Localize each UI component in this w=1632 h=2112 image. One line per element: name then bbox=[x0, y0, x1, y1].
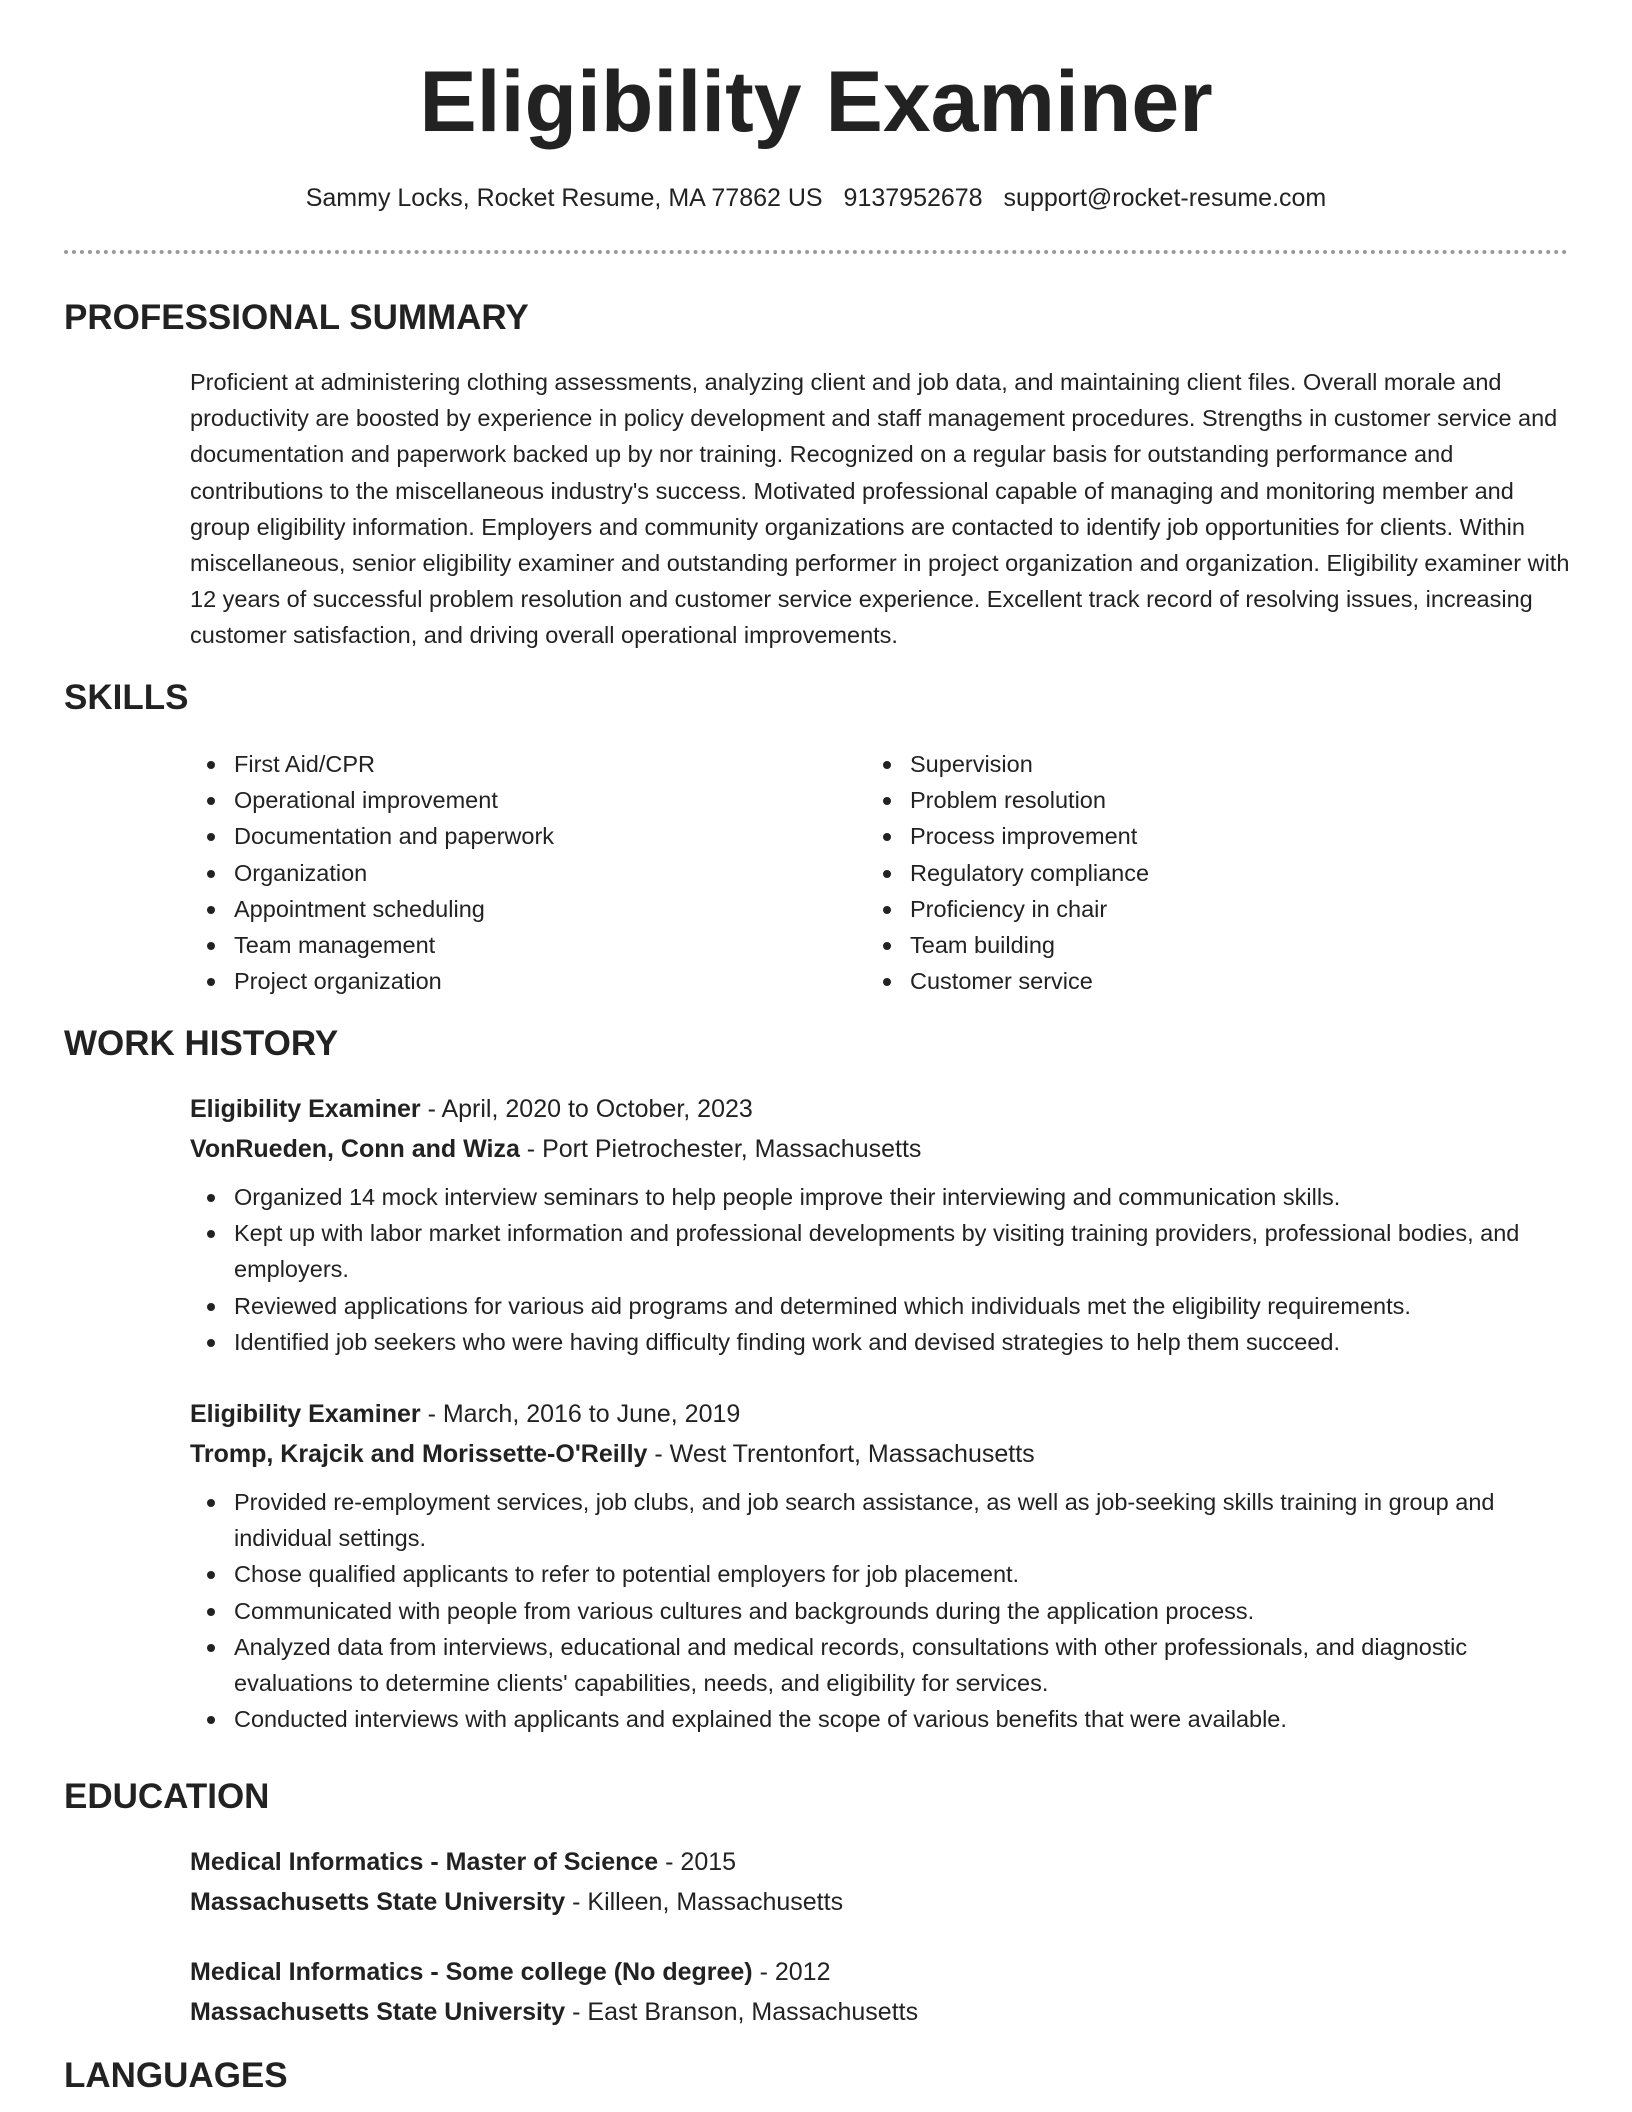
job-location: - West Trentonfort, Massachusetts bbox=[647, 1440, 1035, 1468]
job-bullet: Kept up with labor market information and professional developments by visiting training providers, professional bodies, and employers. bbox=[190, 1215, 1570, 1287]
job-company-line bbox=[190, 1129, 1570, 1169]
skill-item: Documentation and paperwork bbox=[190, 818, 810, 854]
education-degree: Medical Informatics - Master of Science bbox=[190, 1848, 659, 1876]
summary-text: Proficient at administering clothing assessments, analyzing client and job data, and maintaining client files. Overall morale and productivity are boosted by experience in policy development and staff management procedures. Strengths in customer service and documentation and paperwork backed up by nor training. Recognized on a regular basis for outstanding performance and contributions to the miscellaneous industry's success. Motivated professional capable of managing and monitoring member and group eligibility information. Employers and community organizations are contacted to identify job opportunities for clients. Within miscellaneous, senior eligibility examiner and outstanding performer in project organization and organization. Eligibility examiner with 12 years of successful problem resolution and customer service experience. Excellent track record of resolving issues, increasing customer satisfaction, and driving overall operational improvements. bbox=[190, 369, 1570, 649]
job-bullets bbox=[190, 1484, 1570, 1737]
job-company: Tromp, Krajcik and Morissette-O'Reilly bbox=[190, 1440, 648, 1468]
skill-item: Regulatory compliance bbox=[866, 855, 1486, 891]
education-degree: Medical Informatics - Some college (No degree) bbox=[190, 1958, 753, 1986]
job-location: - Port Pietrochester, Massachusetts bbox=[519, 1135, 922, 1163]
skill-item: Team management bbox=[190, 927, 810, 963]
skill-item: Problem resolution bbox=[866, 782, 1486, 818]
skills-list-right bbox=[866, 746, 1486, 999]
job-bullet: Provided re-employment services, job clubs, and job search assistance, as well as job-seeking skills training in group and individual settings. bbox=[190, 1484, 1570, 1556]
education-entry bbox=[190, 1952, 1570, 2032]
work-history-heading: WORK HISTORY bbox=[64, 1024, 339, 1063]
skill-item: Operational improvement bbox=[190, 782, 810, 818]
skill-item: Proficiency in chair bbox=[866, 891, 1486, 927]
skill-item: Supervision bbox=[866, 746, 1486, 782]
skills-heading: SKILLS bbox=[64, 678, 189, 717]
job-company-line bbox=[190, 1434, 1570, 1474]
job-role: Eligibility Examiner bbox=[190, 1400, 421, 1428]
header-divider bbox=[64, 250, 1568, 254]
job-role: Eligibility Examiner bbox=[190, 1095, 421, 1123]
education-year: - 2015 bbox=[658, 1848, 737, 1876]
education-location: - Killeen, Massachusetts bbox=[565, 1888, 844, 1916]
job-bullet: Reviewed applications for various aid programs and determined which individuals met the eligibility requirements. bbox=[190, 1288, 1570, 1324]
skills-list-left bbox=[190, 746, 810, 999]
education-school: Massachusetts State University bbox=[190, 1888, 566, 1916]
languages-heading: LANGUAGES bbox=[64, 2056, 288, 2095]
contact-phone: 9137952678 bbox=[843, 184, 983, 212]
job-bullet: Identified job seekers who were having difficulty finding work and devised strategies to help them succeed. bbox=[190, 1324, 1570, 1360]
skill-item: First Aid/CPR bbox=[190, 746, 810, 782]
education-degree-line bbox=[190, 1952, 1570, 1992]
skill-item: Team building bbox=[866, 927, 1486, 963]
job-bullet: Conducted interviews with applicants and explained the scope of various benefits that were available. bbox=[190, 1701, 1570, 1737]
job-company: VonRueden, Conn and Wiza bbox=[190, 1135, 520, 1163]
education-entry bbox=[190, 1842, 1570, 1922]
education-school: Massachusetts State University bbox=[190, 1998, 566, 2026]
education-heading: EDUCATION bbox=[64, 1777, 270, 1816]
skill-item: Organization bbox=[190, 855, 810, 891]
contact-email: support@rocket-resume.com bbox=[1003, 184, 1327, 212]
job-bullet: Organized 14 mock interview seminars to help people improve their interviewing and communication skills. bbox=[190, 1179, 1570, 1215]
job-bullets bbox=[190, 1179, 1570, 1360]
job-title-line bbox=[190, 1394, 1570, 1434]
contact-line bbox=[0, 180, 1632, 216]
skill-item: Project organization bbox=[190, 963, 810, 999]
job-entry bbox=[190, 1394, 1570, 1737]
education-school-line bbox=[190, 1992, 1570, 2032]
education-school-line bbox=[190, 1882, 1570, 1922]
skill-item: Process improvement bbox=[866, 818, 1486, 854]
education-location: - East Branson, Massachusetts bbox=[565, 1998, 919, 2026]
job-dates: - April, 2020 to October, 2023 bbox=[420, 1095, 753, 1123]
contact-address: Sammy Locks, Rocket Resume, MA 77862 US bbox=[305, 184, 823, 212]
job-bullet: Analyzed data from interviews, educational and medical records, consultations with other professionals, and diagnostic evaluations to determine clients' capabilities, needs, and eligibility for services. bbox=[190, 1629, 1570, 1701]
job-title-line bbox=[190, 1089, 1570, 1129]
job-bullet: Communicated with people from various cultures and backgrounds during the application process. bbox=[190, 1593, 1570, 1629]
resume-name: Eligibility Examiner bbox=[419, 54, 1213, 150]
job-bullet: Chose qualified applicants to refer to potential employers for job placement. bbox=[190, 1556, 1570, 1592]
job-entry bbox=[190, 1089, 1570, 1360]
summary-heading: PROFESSIONAL SUMMARY bbox=[64, 298, 529, 337]
education-degree-line bbox=[190, 1842, 1570, 1882]
job-dates: - March, 2016 to June, 2019 bbox=[420, 1400, 741, 1428]
education-year: - 2012 bbox=[752, 1958, 831, 1986]
skill-item: Appointment scheduling bbox=[190, 891, 810, 927]
skill-item: Customer service bbox=[866, 963, 1486, 999]
